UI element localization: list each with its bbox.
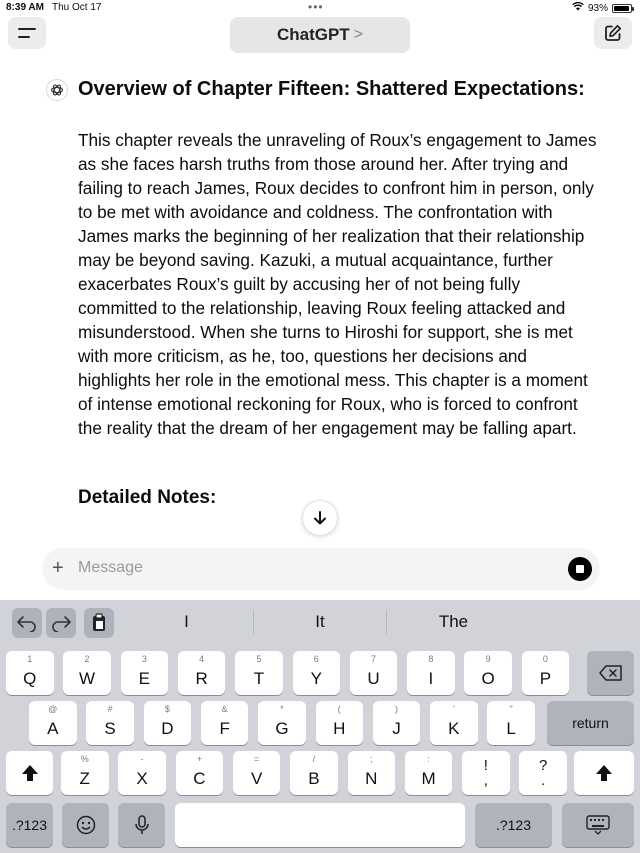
key-secondary-label: @ — [48, 704, 58, 714]
key-top-label: ! — [483, 757, 488, 774]
key-secondary-label: = — [254, 754, 260, 764]
battery-percent: 93% — [587, 2, 608, 14]
status-date: Thu Oct 17 — [52, 2, 102, 13]
key-k[interactable] — [430, 701, 478, 745]
key-secondary-label: 8 — [428, 654, 434, 664]
arrow-down-icon — [312, 510, 328, 526]
key-question-period[interactable] — [519, 751, 567, 795]
key-label: W — [79, 669, 96, 688]
chevron-right-icon: > — [353, 26, 364, 43]
sidebar-toggle-button[interactable] — [8, 17, 46, 49]
key-z[interactable] — [61, 751, 109, 795]
key-secondary-label: & — [221, 704, 228, 714]
key-f[interactable] — [201, 701, 249, 745]
key-i[interactable] — [407, 651, 455, 695]
shift-key-left[interactable] — [6, 751, 53, 795]
key-l[interactable] — [487, 701, 535, 745]
battery-icon — [612, 4, 632, 13]
message-heading: Overview of Chapter Fifteen: Shattered Expectations: — [78, 78, 585, 100]
new-chat-button[interactable] — [594, 17, 632, 49]
keyboard-toolbar — [0, 600, 640, 644]
redo-button[interactable] — [46, 608, 76, 638]
key-label: K — [448, 719, 460, 738]
key-t[interactable] — [235, 651, 283, 695]
key-v[interactable] — [233, 751, 281, 795]
numbers-key-left[interactable]: .?123 — [6, 803, 53, 847]
key-label: N — [365, 769, 378, 788]
space-key[interactable] — [175, 803, 465, 847]
wifi-icon — [572, 2, 584, 14]
key-bottom-label: , — [483, 772, 488, 789]
multitasking-dots[interactable]: ••• — [308, 0, 324, 14]
add-attachment-button[interactable]: + — [52, 557, 64, 579]
undo-icon — [16, 614, 38, 632]
model-title: ChatGPT — [276, 25, 350, 44]
key-label: O — [481, 669, 495, 688]
status-right — [572, 2, 632, 14]
suggestion-3[interactable]: The — [438, 612, 469, 631]
key-label: E — [138, 669, 151, 688]
key-u[interactable] — [350, 651, 398, 695]
key-c[interactable] — [176, 751, 224, 795]
status-time: 8:39 AM — [6, 2, 44, 13]
key-label: U — [367, 669, 380, 688]
key-n[interactable] — [348, 751, 396, 795]
key-bottom-label: . — [541, 772, 546, 789]
key-label: Y — [310, 669, 322, 688]
key-label: C — [193, 769, 206, 788]
on-screen-keyboard — [0, 600, 640, 853]
key-label: X — [136, 769, 148, 788]
key-r[interactable] — [178, 651, 226, 695]
key-label: A — [47, 719, 59, 738]
key-label: Q — [23, 669, 37, 688]
key-top-label: ? — [538, 757, 548, 774]
key-secondary-label: % — [80, 754, 89, 764]
key-secondary-label: $ — [164, 704, 170, 714]
key-y[interactable] — [293, 651, 341, 695]
key-secondary-label: ’ — [452, 704, 455, 714]
key-label: T — [253, 669, 265, 688]
shift-icon — [21, 764, 39, 782]
menu-icon — [17, 26, 37, 40]
key-label: L — [506, 719, 516, 738]
emoji-icon — [76, 815, 96, 835]
key-label: D — [161, 719, 174, 738]
compose-icon — [604, 24, 622, 42]
key-secondary-label: ) — [395, 704, 399, 714]
assistant-logo-icon — [46, 79, 68, 101]
suggestion-2[interactable]: It — [315, 612, 325, 631]
key-secondary-label: - — [140, 754, 144, 764]
key-label: M — [421, 769, 436, 788]
key-secondary-label: # — [107, 704, 113, 714]
paste-button[interactable] — [84, 608, 114, 638]
key-secondary-label: ( — [337, 704, 341, 714]
key-label — [462, 751, 510, 795]
return-key[interactable]: return — [547, 701, 634, 745]
key-label: F — [219, 719, 230, 738]
redo-icon — [50, 614, 72, 632]
numbers-key-right[interactable]: .?123 — [475, 803, 552, 847]
key-secondary-label: 2 — [84, 654, 90, 664]
key-b[interactable] — [290, 751, 338, 795]
key-m[interactable] — [405, 751, 453, 795]
key-g[interactable] — [258, 701, 306, 745]
key-secondary-label: + — [196, 754, 202, 764]
key-secondary-label: / — [312, 754, 316, 764]
key-secondary-label: : — [427, 754, 430, 764]
emoji-key[interactable] — [62, 803, 109, 847]
key-h[interactable] — [316, 701, 364, 745]
delete-icon — [599, 665, 623, 681]
key-label: S — [104, 719, 116, 738]
key-s[interactable] — [86, 701, 134, 745]
key-secondary-label: 7 — [371, 654, 377, 664]
key-secondary-label: 6 — [313, 654, 319, 664]
key-label: J — [392, 719, 401, 738]
key-secondary-label: 5 — [256, 654, 262, 664]
key-label: I — [428, 669, 434, 688]
suggestion-1[interactable]: I — [184, 612, 189, 631]
message-input[interactable]: Message — [78, 559, 143, 576]
key-secondary-label: * — [280, 704, 284, 714]
key-d[interactable] — [144, 701, 192, 745]
key-label: Z — [79, 769, 90, 788]
key-secondary-label: " — [509, 704, 513, 714]
shift-key-right[interactable] — [574, 751, 634, 795]
key-w[interactable] — [63, 651, 111, 695]
key-label: G — [275, 719, 289, 738]
message-composer[interactable] — [42, 548, 600, 590]
clipboard-icon — [91, 613, 107, 633]
key-label — [519, 751, 567, 795]
message-subheading: Detailed Notes: — [78, 487, 217, 508]
key-exclamation-comma[interactable] — [462, 751, 510, 795]
key-secondary-label: ; — [369, 754, 373, 764]
shift-icon — [595, 764, 613, 782]
key-secondary-label: 9 — [485, 654, 491, 664]
stop-generating-button[interactable] — [568, 557, 592, 581]
key-label: R — [195, 669, 208, 688]
undo-button[interactable] — [12, 608, 42, 638]
key-secondary-label: 0 — [542, 654, 548, 664]
key-o[interactable] — [464, 651, 512, 695]
key-label: V — [250, 769, 263, 788]
dictation-key[interactable] — [118, 803, 165, 847]
key-q[interactable] — [6, 651, 54, 695]
delete-key[interactable] — [587, 651, 634, 695]
key-e[interactable] — [121, 651, 169, 695]
key-a[interactable] — [29, 701, 77, 745]
key-label: B — [308, 769, 320, 788]
status-bar — [0, 0, 640, 16]
key-x[interactable] — [118, 751, 166, 795]
message-paragraph: This chapter reveals the unraveling of Roux’s engagement to James as she faces harsh truths from those around her. After trying and failing to reach James, Roux decides to confront him in person, only to be met with avoidance and coldness. The confrontation with James marks the beginning of her realization that their relationship may be beyond saving. Kazuki, a mutual acquaintance, further exacerbates Roux’s guilt by accusing her of not being fully committed to the relationship, leaving Roux feeling attacked and misunderstood. When she turns to Hiroshi for support, she is met with more criticism, as he, too, questions her decisions and highlights her role in the emotional mess. This chapter is a moment of intense emotional reckoning for Roux, who is forced to confront the reality that the dream of her engagement may be falling apart. — [78, 130, 597, 438]
key-label: P — [539, 669, 552, 688]
model-selector[interactable] — [230, 17, 410, 53]
microphone-icon — [135, 815, 149, 835]
key-label: H — [333, 719, 346, 738]
key-secondary-label: 3 — [141, 654, 147, 664]
key-j[interactable] — [373, 701, 421, 745]
scroll-to-bottom-button[interactable] — [302, 500, 338, 536]
keyboard-icon — [586, 815, 610, 835]
key-secondary-label: 4 — [199, 654, 205, 664]
key-p[interactable] — [522, 651, 570, 695]
key-secondary-label: 1 — [27, 654, 33, 664]
stop-icon — [576, 565, 584, 573]
hide-keyboard-key[interactable] — [562, 803, 634, 847]
